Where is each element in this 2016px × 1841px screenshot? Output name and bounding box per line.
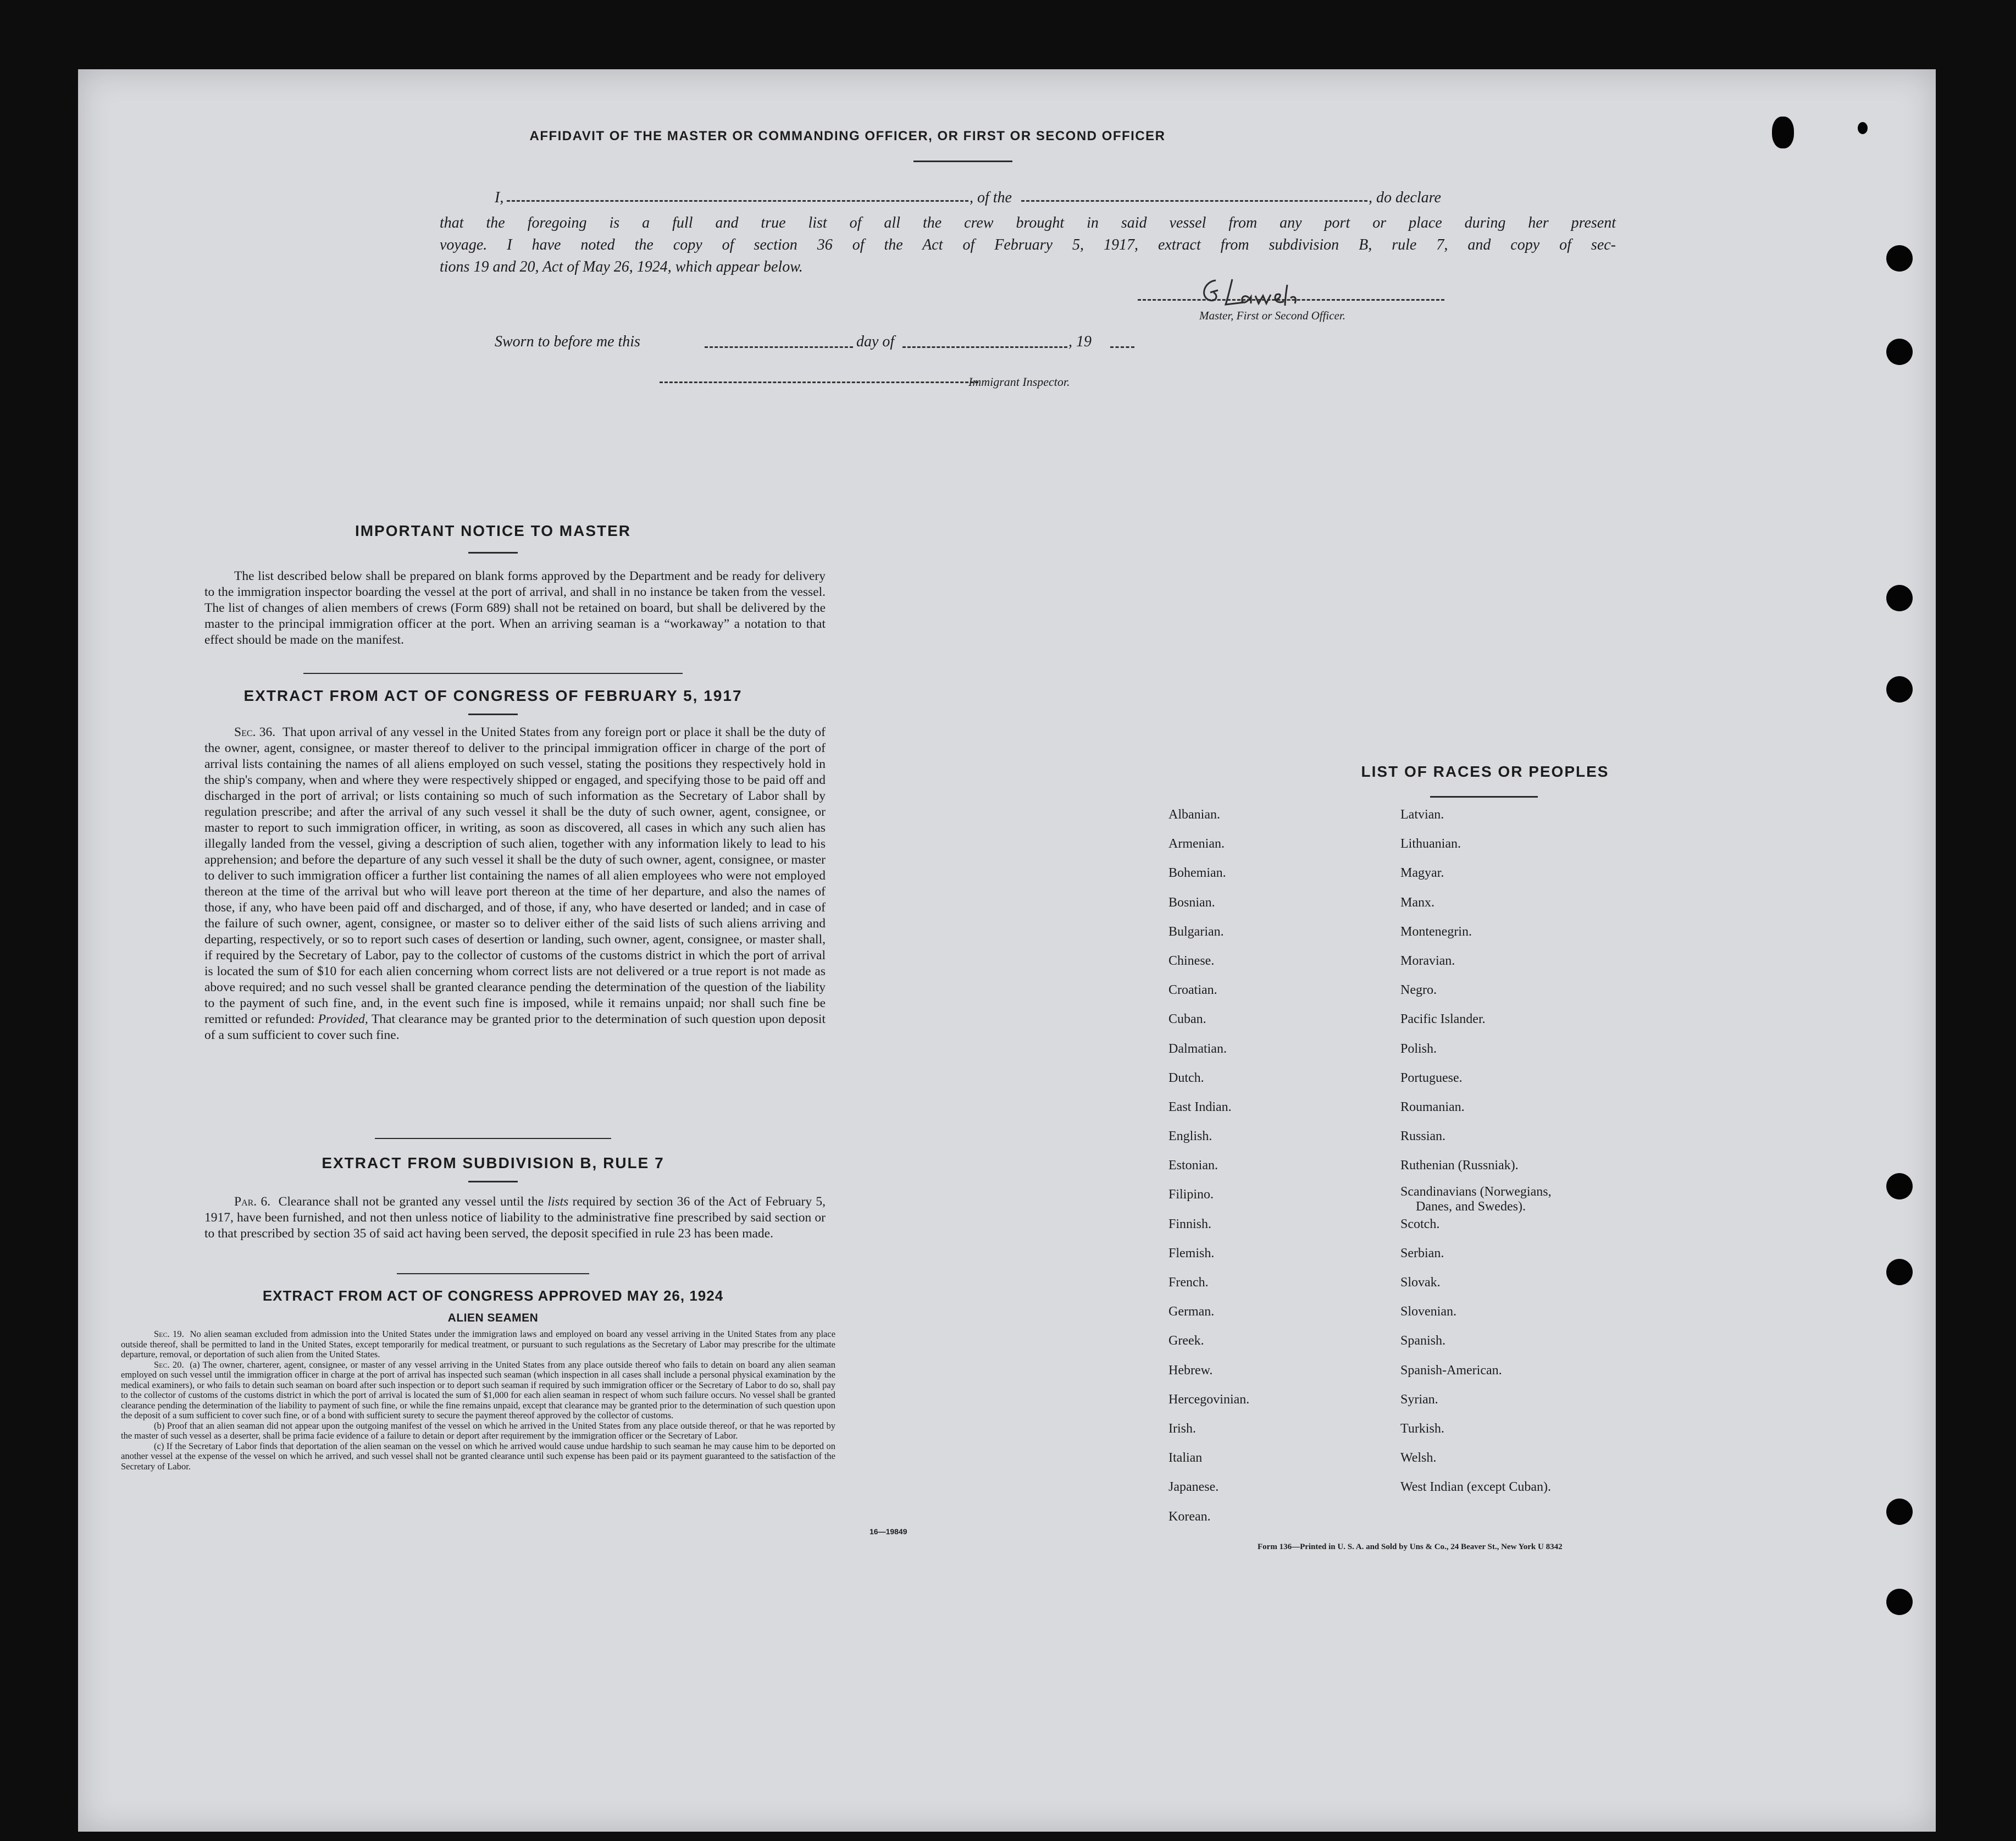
- race-item: Hebrew.: [1168, 1363, 1213, 1378]
- declare-of-the: , of the: [970, 189, 1012, 206]
- punch-hole: [1886, 1589, 1913, 1615]
- sec-36-label: Sec. 36.: [234, 725, 276, 739]
- race-item: West Indian (except Cuban).: [1400, 1480, 1551, 1495]
- declare-i: I,: [495, 189, 504, 206]
- signature-caption: Master, First or Second Officer.: [1199, 309, 1345, 322]
- ink-blot: [1772, 117, 1794, 148]
- extract-1924-body: [121, 1329, 835, 1472]
- race-item: Magyar.: [1400, 866, 1444, 881]
- affidavit-title: AFFIDAVIT OF THE MASTER OR COMMANDING OFFICER, OR FIRST OR SECOND OFFICER: [529, 129, 1166, 143]
- notice-text: The list described below shall be prepared on blank forms approved by the Department and be ready for delivery to the immigration inspector boarding the vessel at the port of arrival, and shall in no instance be taken from the vessel. The list of changes of alien members of crews (Form 689) shall not be retained on board, but shall be delivered by the master to the principal immigration officer at the port. When an arriving seaman is a “workaway” a notation to that effect should be made on the manifest.: [204, 569, 826, 647]
- punch-hole: [1886, 585, 1913, 611]
- punch-hole: [1886, 1173, 1913, 1199]
- race-item: Japanese.: [1168, 1480, 1219, 1495]
- sec-19-text: No alien seaman excluded from admission into the United States under the immigration laws and employed on board any vessel arriving in the United States from any place outside thereof, shall be permitted to land in the United States, except temporarily for medical treatment, or pursuant to such regulations as the Secretary of Labor may prescribe for the ultimate departure, removal, or deportation of such alien from the United States.: [121, 1329, 836, 1359]
- rule-7-title: EXTRACT FROM SUBDIVISION B, RULE 7: [322, 1154, 664, 1171]
- race-item: Chinese.: [1168, 953, 1215, 968]
- race-item: Bosnian.: [1168, 895, 1215, 910]
- sec-20a-text: (a) The owner, charterer, agent, consignee, or master of any vessel arriving in the United States from any place outside thereof who fails to detain on board any alien seaman employed on such vessel until the immigration officer in charge at the port of arrival has inspected such seaman (which inspection in all cases shall include a personal physical examination by the medical examiners), or who fails to detain such seaman on board after such inspection or to deport such seaman if required by such immigration officer or the Secretary of Labor to do so, shall pay to the collector of customs of the customs district in which the port of arrival is located the sum of $1,000 for each alien seaman in respect of whom such failure occurs. No vessel shall be granted clearance pending the determination of the liability to payment of such fine, or while the fine remains unpaid, except that clearance may be granted prior to the determination of such question upon the deposit of a sum sufficient to cover such fine, or of a bond with sufficient surety to secure the payment thereof approved by the collector of customs.: [121, 1359, 836, 1420]
- race-item: Dutch.: [1168, 1070, 1204, 1085]
- race-item: Dalmatian.: [1168, 1041, 1227, 1056]
- race-item: Finnish.: [1168, 1217, 1212, 1231]
- sec-36-body: That upon arrival of any vessel in the United States from any foreign port or place it shall be the duty of the owner, agent, consignee, or master thereof to deliver to the principal immigration officer in charge of the port of arrival lists containing the names of all aliens employed on such vessel, stating the positions they respectively hold in the ship's company, when and where they were respectively shipped or engaged, and specifying those to be paid off and discharged in the port of arrival; or lists containing so much of such information as the Secretary of Labor shall by regulation prescribe; and after the arrival of any such vessel it shall be the duty of such owner, agent, consignee, or master to report to such immigration officer, in writing, as soon as discovered, all cases in which any such alien has illegally landed from the vessel, giving a description of such alien, together with any information likely to lead to his apprehension; and before the departure of any such vessel it shall be the duty of such owner, agent, consignee, or master to deliver to such immigration officer a further list containing the names of all alien employees who were not employed thereon at the time of the arrival but who will leave port thereon at the time of her departure, and also the names of those, if any, who have been paid off and discharged, and of those, if any, who have deserted or landed; and in case of the failure of such owner, agent, consignee, or master so to deliver either of the said lists of such aliens arriving and departing, respectively, or so to report such cases of desertion or landing, such owner, agent, consignee, or master shall, if required by the Secretary of Labor, pay to the collector of customs of the customs district in which the port of arrival is located the sum of $10 for each alien concerning whom correct lists are not delivered or a true report is not made as above required; and no such vessel shall be granted clearance pending the determination of the question of the liability to the payment of such fine, and, in the event such fine is imposed, while it remains unpaid; nor shall such fine be remitted or refunded:: [204, 725, 826, 1026]
- race-item: Slovenian.: [1400, 1304, 1456, 1319]
- par-6-text-a: Clearance shall not be granted any vessel until the: [278, 1195, 544, 1209]
- race-item: Spanish.: [1400, 1334, 1446, 1348]
- sec-20b-text: (b) Proof that an alien seaman did not appear upon the outgoing manifest of the vessel on which he arrived in the United States from any place outside thereof, or that he was reported by the master of such vessel as a deserter, shall be prima facie evidence of a failure to detain or deport after requirement by the immigration officer or the Secretary of Labor.: [121, 1420, 835, 1441]
- title-rule: [913, 161, 1012, 162]
- sec-36-end: That clearance may be granted prior to the determination of such question upon deposit of a sum sufficient to cover such fine.: [204, 1012, 826, 1042]
- race-item: Montenegrin.: [1400, 924, 1472, 939]
- race-item: Italian: [1168, 1451, 1203, 1466]
- declaration-line-1: [495, 189, 1616, 211]
- race-item: Irish.: [1168, 1421, 1196, 1436]
- form-footer: Form 136—Printed in U. S. A. and Sold by Uns & Co., 24 Beaver St., New York U 8342: [1258, 1543, 1563, 1551]
- declaration-line-4: tions 19 and 20, Act of May 26, 1924, which appear below.: [440, 258, 803, 275]
- race-item: Croatian.: [1168, 983, 1217, 998]
- punch-hole: [1886, 1499, 1913, 1525]
- par-6-label: Par. 6.: [234, 1195, 271, 1209]
- rule-7-bottom-rule: [397, 1273, 589, 1274]
- inspector-caption: Immigrant Inspector.: [968, 375, 1070, 389]
- race-item: Scandinavians (Norwegians,: [1400, 1185, 1552, 1199]
- rule-7-rule: [468, 1181, 518, 1182]
- extract-1917-title: EXTRACT FROM ACT OF CONGRESS OF FEBRUARY 5, 1917: [243, 687, 743, 704]
- race-item: Spanish-American.: [1400, 1363, 1502, 1378]
- sworn-month-blank[interactable]: [902, 346, 1067, 348]
- race-item: English.: [1168, 1129, 1212, 1144]
- sworn-prefix: Sworn to before me this: [495, 333, 640, 350]
- provided-word: Provided,: [318, 1012, 368, 1026]
- race-item: Scotch.: [1400, 1217, 1440, 1231]
- race-item: French.: [1168, 1275, 1209, 1290]
- ink-blot: [1858, 122, 1868, 134]
- notice-title: IMPORTANT NOTICE TO MASTER: [355, 522, 632, 539]
- race-item: Bulgarian.: [1168, 924, 1224, 939]
- race-item: Portuguese.: [1400, 1070, 1463, 1085]
- rule-7-text: [204, 1194, 826, 1242]
- race-item: Hercegovinian.: [1168, 1392, 1250, 1407]
- name-blank[interactable]: [507, 200, 968, 202]
- extract-1917-bottom-rule: [375, 1138, 611, 1139]
- sworn-line: [495, 333, 1264, 355]
- races-column-2: [1400, 800, 1552, 1502]
- extract-1924-title: EXTRACT FROM ACT OF CONGRESS APPROVED MAY 26, 1924: [262, 1287, 724, 1304]
- par-6-text-b: required by section 36 of the Act of February 5, 1917, have been furnished, and not then unless notice of liability to the administrative fine prescribed by said section or to that prescribed by section 35 of said act having been served, the deposit specified in rule 23 has been made.: [204, 1195, 826, 1241]
- extract-1917-rule: [468, 714, 518, 715]
- sec-20-label: Sec. 20.: [154, 1359, 184, 1370]
- sec-20c-text: (c) If the Secretary of Labor finds that deportation of the alien seaman on the vessel on which he arrived would cause undue hardship to such seaman he may cause him to be deported on another vessel at the expense of the vessel on which he arrived, and such vessel shall not be granted clearance until such expense has been paid or its payment guaranteed to the satisfaction of the Secretary of Labor.: [121, 1440, 835, 1472]
- declaration-line-2: that the foregoing is a full and true list of all the crew brought in said vessel from any port or place during her present: [440, 214, 1616, 231]
- handwritten-signature: [1194, 274, 1320, 312]
- sworn-day-blank[interactable]: [705, 346, 853, 348]
- notice-bottom-rule: [303, 673, 683, 674]
- race-item: Lithuanian.: [1400, 837, 1461, 852]
- form-sheet: [78, 69, 1936, 1832]
- sworn-year-blank[interactable]: [1110, 346, 1134, 348]
- race-item: Moravian.: [1400, 953, 1455, 968]
- punch-hole: [1886, 245, 1913, 272]
- race-item: Danes, and Swedes).: [1416, 1199, 1526, 1214]
- race-item: Armenian.: [1168, 837, 1225, 852]
- race-item: Serbian.: [1400, 1246, 1444, 1260]
- race-item: Turkish.: [1400, 1421, 1444, 1436]
- race-item: Syrian.: [1400, 1392, 1438, 1407]
- sworn-year: , 19: [1068, 333, 1092, 350]
- race-item: Albanian.: [1168, 808, 1220, 822]
- race-item: Greek.: [1168, 1334, 1204, 1348]
- races-rule: [1430, 796, 1538, 798]
- race-item: Ruthenian (Russniak).: [1400, 1158, 1519, 1173]
- race-item: Slovak.: [1400, 1275, 1441, 1290]
- race-item: Korean.: [1168, 1509, 1211, 1524]
- race-item: Flemish.: [1168, 1246, 1215, 1260]
- race-item: Polish.: [1400, 1041, 1437, 1056]
- alien-seamen-subtitle: ALIEN SEAMEN: [447, 1312, 539, 1324]
- lists-word: lists: [547, 1195, 569, 1209]
- race-item: Roumanian.: [1400, 1099, 1465, 1114]
- punch-hole: [1886, 1259, 1913, 1285]
- race-item: Manx.: [1400, 895, 1435, 910]
- race-item: Russian.: [1400, 1129, 1446, 1144]
- race-item: German.: [1168, 1304, 1215, 1319]
- race-item: Filipino.: [1168, 1187, 1214, 1202]
- race-item: East Indian.: [1168, 1099, 1232, 1114]
- print-code: 16—19849: [869, 1527, 907, 1536]
- inspector-signature-line[interactable]: [660, 382, 978, 383]
- race-item: Negro.: [1400, 983, 1437, 998]
- race-item: Pacific Islander.: [1400, 1012, 1486, 1027]
- punch-hole: [1886, 339, 1913, 365]
- declare-do-declare: , do declare: [1369, 189, 1441, 206]
- races-title: LIST OF RACES OR PEOPLES: [1361, 763, 1609, 780]
- race-item: Latvian.: [1400, 808, 1444, 822]
- races-column-1: [1168, 800, 1249, 1532]
- declaration-line-3: voyage. I have noted the copy of section 36 of the Act of February 5, 1917, extract from subdivision B, rule 7, and copy of sec-: [440, 236, 1616, 253]
- sec-19-label: Sec. 19.: [154, 1329, 184, 1339]
- notice-rule: [468, 552, 518, 554]
- sworn-day-of: day of: [856, 333, 895, 350]
- punch-hole: [1886, 676, 1913, 703]
- vessel-blank[interactable]: [1021, 200, 1367, 202]
- race-item: Cuban.: [1168, 1012, 1206, 1027]
- race-item: Bohemian.: [1168, 866, 1226, 881]
- extract-1917-text: [204, 725, 826, 1043]
- race-item: Estonian.: [1168, 1158, 1218, 1173]
- race-item: Welsh.: [1400, 1451, 1437, 1466]
